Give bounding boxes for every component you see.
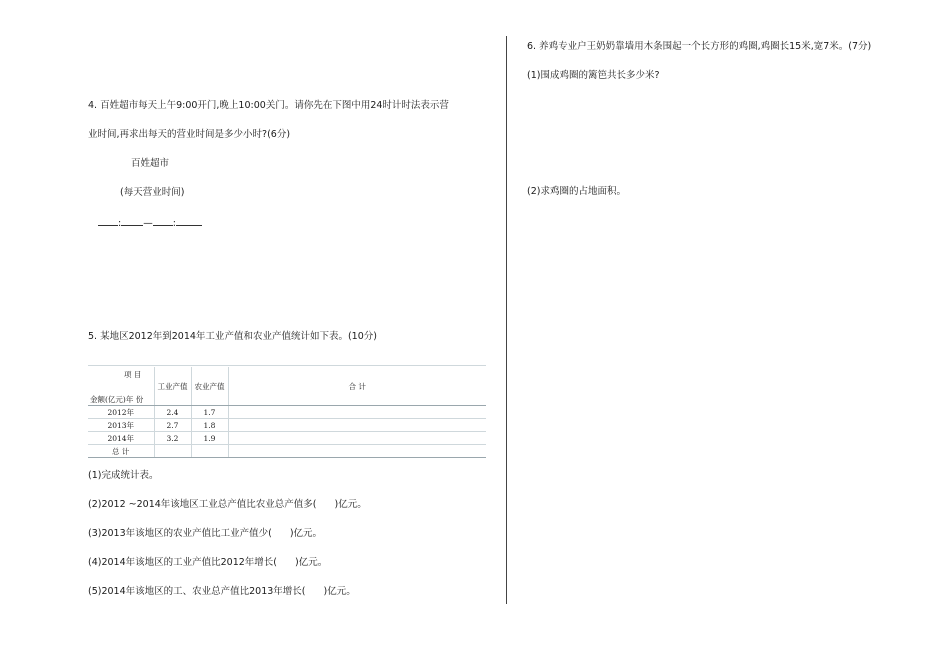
q5-sub5-text: (5)2014年该地区的工、农业总产值比2013年增长( [88,586,306,597]
row-year: 2013年 [88,419,154,432]
q5-sub2-text: (2)2012 ~2014年该地区工业总产值比农业总产值多( [88,499,317,510]
table-header-row [88,367,486,406]
q5-sub4-unit: )亿元。 [295,557,328,568]
q4-sign-subtitle: (每天营业时间) [120,187,185,198]
q5-sub2-unit: )亿元。 [334,499,367,510]
table-row [88,406,486,419]
dash: — [143,218,153,229]
col-industry-header: 工业产值 [154,367,191,406]
colon-1: : [118,218,122,229]
col-agri-header: 农业产值 [191,367,228,406]
table-row [88,432,486,445]
q5-sub4 [88,557,327,569]
q4-line2: 业时间,再求出每天的营业时间是多少小时?(6分) [88,129,291,140]
q5-sub3-unit: )亿元。 [289,528,323,539]
sum-industry[interactable] [154,445,191,458]
blank-open-minute[interactable] [121,216,143,226]
q5-sub2 [88,499,367,511]
q5-sub3 [88,528,322,540]
cell-total[interactable] [228,419,486,432]
cell-agri: 1.8 [191,419,228,432]
cell-agri: 1.7 [191,406,228,419]
blank-close-minute[interactable] [176,216,202,226]
sum-label: 总 计 [88,445,154,458]
q5-sub5-unit: )亿元。 [323,586,356,597]
blank-close-hour[interactable] [153,216,173,226]
blank-open-hour[interactable] [98,216,118,226]
q5-title: 5. 某地区2012年到2014年工业产值和农业产值统计如下表。(10分) [88,331,377,342]
table-row [88,419,486,432]
header-unit-label: 金额(亿元)年 份 [90,395,144,404]
q4-line1: 4. 百姓超市每天上午9:00开门,晚上10:00关门。请你先在下图中用24时计时法表示营 [88,100,449,111]
q5-sub1: (1)完成统计表。 [88,470,159,481]
cell-total[interactable] [228,406,486,419]
q5-sub3-text: (3)2013年该地区的农业产值比工业产值少( [88,528,272,539]
statistics-table [88,367,486,458]
sum-total[interactable] [228,445,486,458]
row-year: 2014年 [88,432,154,445]
cell-industry: 2.4 [154,406,191,419]
table-top-rule [88,365,486,366]
col-total-header: 合 计 [228,367,486,406]
q6-sub2: (2)求鸡圈的占地面积。 [527,186,626,197]
cell-industry: 2.7 [154,419,191,432]
q5-sub4-text: (4)2014年该地区的工业产值比2012年增长( [88,557,278,568]
q6-sub1: (1)围成鸡圈的篱笆共长多少米? [527,70,660,81]
q6-title: 6. 养鸡专业户王奶奶靠墙用木条围起一个长方形的鸡圈,鸡圈长15米,宽7米。(7分) [527,41,872,52]
q5-sub5 [88,586,356,598]
table-sum-row [88,445,486,458]
colon-2: : [172,218,176,229]
cell-industry: 3.2 [154,432,191,445]
sum-agri[interactable] [191,445,228,458]
cell-total[interactable] [228,432,486,445]
cell-agri: 1.9 [191,432,228,445]
row-year: 2012年 [88,406,154,419]
header-items-label: 项 目 [124,370,142,379]
column-divider [506,36,507,604]
q4-time-blanks [98,216,202,230]
header-corner-cell [88,367,154,406]
q4-sign-title: 百姓超市 [131,158,170,169]
